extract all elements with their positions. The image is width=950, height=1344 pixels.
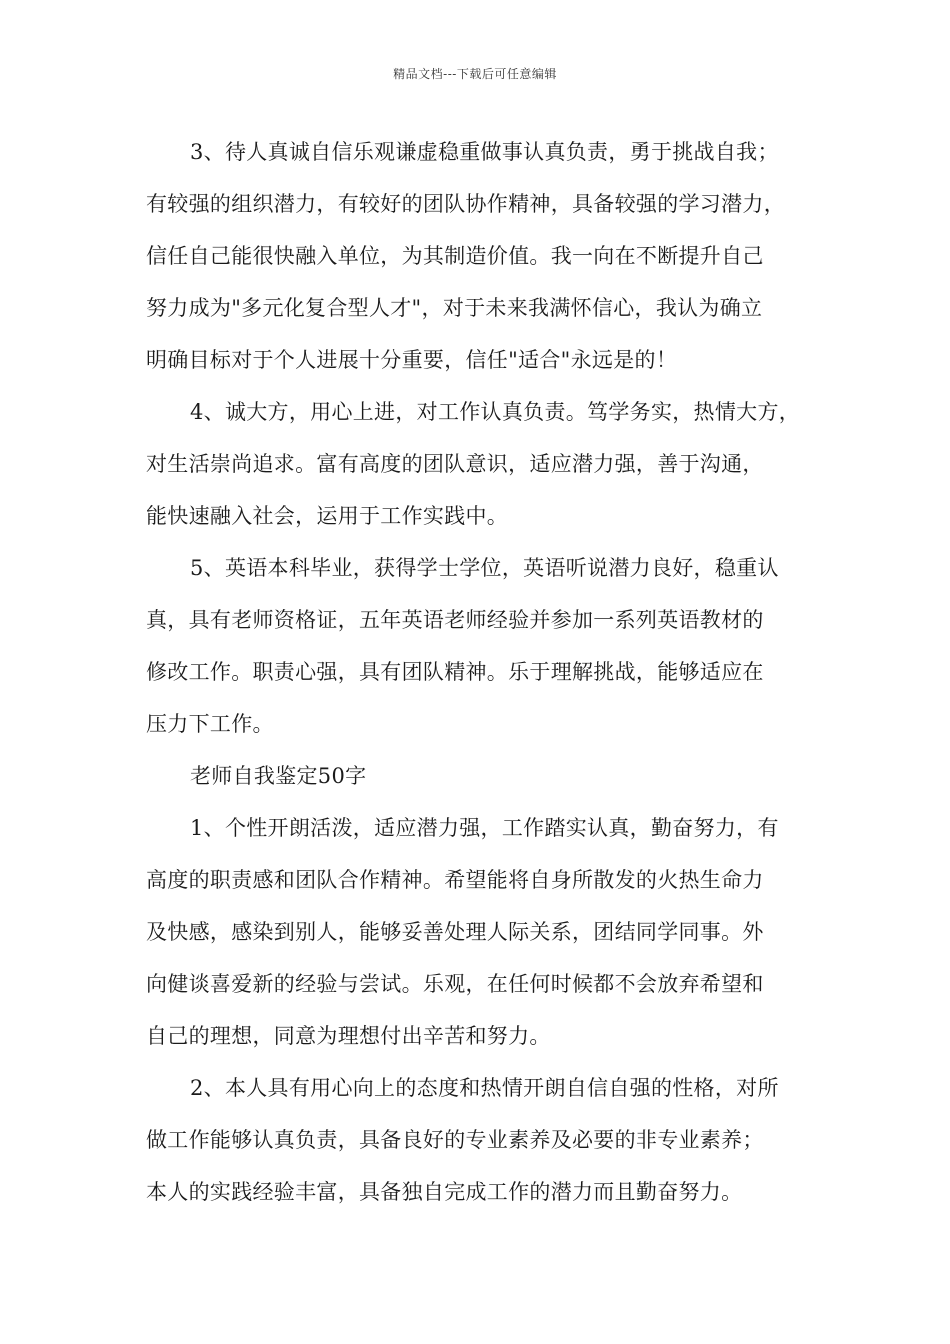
text-line: 努力成为"多元化复合型人才"，对于未来我满怀信心，我认为确立 — [146, 296, 763, 320]
text-line: 3、待人真诚自信乐观谦虚稳重做事认真负责，勇于挑战自我； — [190, 140, 779, 164]
text-line: 修改工作。职责心强，具有团队精神。乐于理解挑战，能够适应在 — [146, 660, 764, 684]
text-line: 自己的理想，同意为理想付出辛苦和努力。 — [146, 1024, 551, 1048]
text-line: 2、本人具有用心向上的态度和热情开朗自信自强的性格，对所 — [190, 1076, 779, 1100]
text-line: 高度的职责感和团队合作精神。希望能将自身所散发的火热生命力 — [146, 868, 764, 892]
paragraph-item-3 — [146, 126, 822, 386]
text-line: 向健谈喜爱新的经验与尝试。乐观，在任何时候都不会放弃希望和 — [146, 972, 764, 996]
text-line: 1、个性开朗活泼，适应潜力强，工作踏实认真，勤奋努力，有 — [190, 816, 779, 840]
document-body — [146, 126, 822, 1218]
text-line: 做工作能够认真负责，具备良好的专业素养及必要的非专业素养； — [146, 1128, 764, 1152]
text-line: 5、英语本科毕业，获得学士学位，英语听说潜力良好，稳重认 — [190, 556, 779, 580]
text-line: 4、诚大方，用心上进，对工作认真负责。笃学务实，热情大方， — [190, 400, 801, 424]
text-line: 明确目标对于个人进展十分重要，信任"适合"永远是的！ — [146, 348, 678, 372]
text-line: 对生活崇尚追求。富有高度的团队意识，适应潜力强，善于沟通， — [146, 452, 764, 476]
section-heading — [146, 750, 822, 802]
paragraph-item-1 — [146, 802, 822, 1062]
text-line: 真，具有老师资格证，五年英语老师经验并参加一系列英语教材的 — [146, 608, 764, 632]
paragraph-item-2 — [146, 1062, 822, 1218]
text-line: 能快速融入社会，运用于工作实践中。 — [146, 504, 509, 528]
page-header: 精品文档---下载后可任意编辑 — [393, 67, 557, 81]
text-line: 信任自己能很快融入单位，为其制造价值。我一向在不断提升自己 — [146, 244, 764, 268]
text-line: 压力下工作。 — [146, 712, 274, 736]
paragraph-item-4 — [146, 386, 822, 542]
text-line: 及快感，感染到别人，能够妥善处理人际关系，团结同学同事。外 — [146, 920, 764, 944]
text-line: 有较强的组织潜力，有较好的团队协作精神，具备较强的学习潜力， — [146, 192, 785, 216]
text-line: 本人的实践经验丰富，具备独自完成工作的潜力而且勤奋努力。 — [146, 1180, 743, 1204]
paragraph-item-5 — [146, 542, 822, 750]
section-heading-text: 老师自我鉴定50字 — [190, 764, 367, 788]
